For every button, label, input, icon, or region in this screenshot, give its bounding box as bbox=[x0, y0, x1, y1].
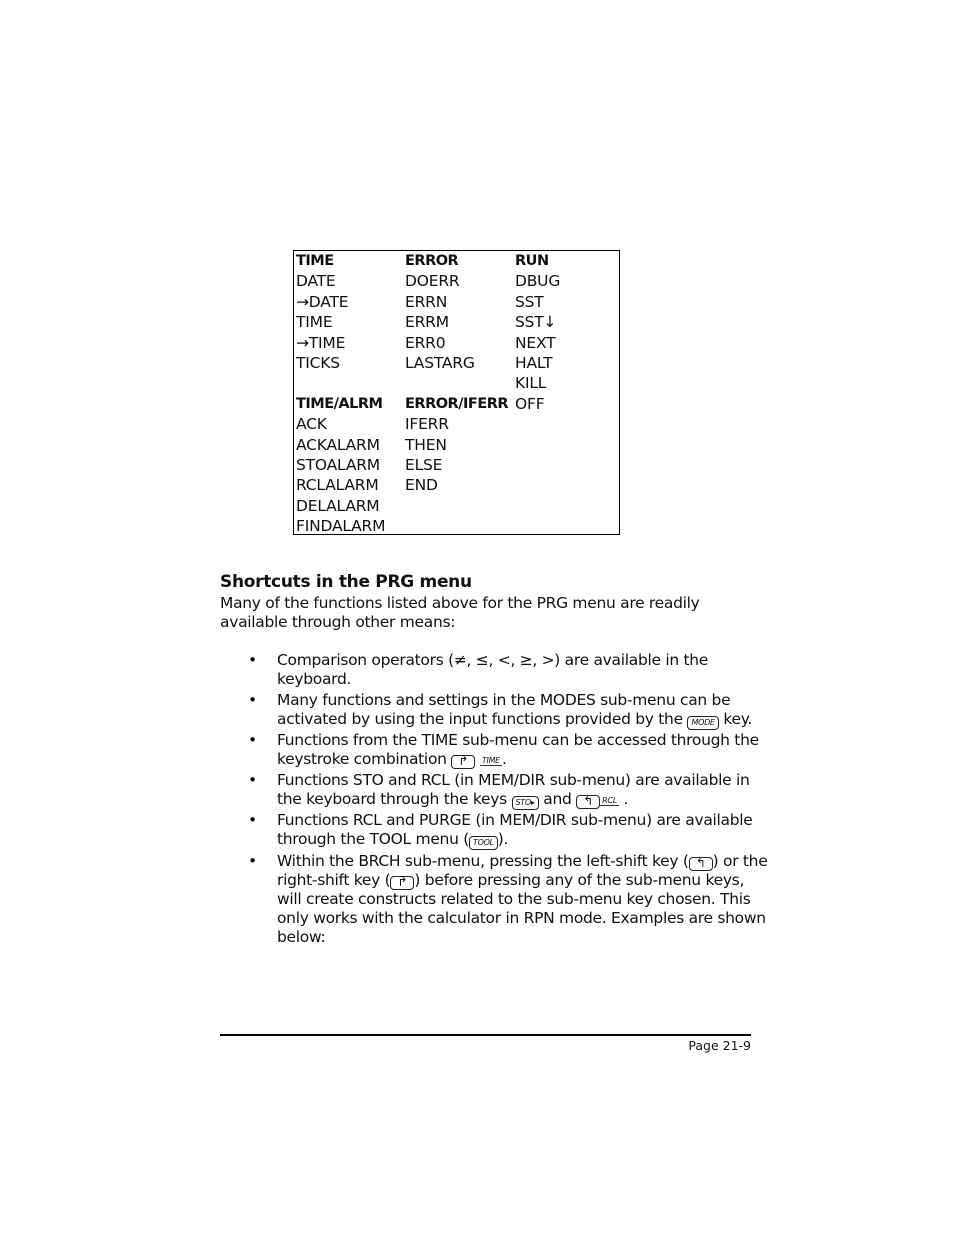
menu-command bbox=[296, 373, 385, 393]
list-item bbox=[248, 852, 768, 947]
menu-command: ERRM bbox=[405, 313, 449, 332]
menu-group-heading: ERROR bbox=[405, 253, 459, 269]
time-key-label-icon: TIME bbox=[481, 756, 500, 765]
menu-command: HALT bbox=[515, 353, 553, 372]
bullet-marker: • bbox=[248, 651, 257, 669]
bullet-marker: • bbox=[248, 770, 257, 789]
menu-group-heading: RUN bbox=[515, 253, 549, 269]
menu-command: SST↓ bbox=[515, 313, 557, 332]
mode-key-icon: MODE bbox=[687, 716, 718, 730]
list-item bbox=[248, 731, 768, 769]
menu-command: OFF bbox=[515, 394, 545, 413]
menu-column-error bbox=[405, 251, 508, 496]
menu-command: END bbox=[405, 476, 438, 495]
list-item-text: key. bbox=[723, 709, 752, 728]
list-item bbox=[248, 771, 768, 810]
menu-group-heading: TIME bbox=[296, 253, 334, 269]
list-item-text: Functions RCL and PURGE (in MEM/DIR sub-menu) are available through the TOOL menu ( bbox=[277, 811, 753, 848]
list-item-text: Within the BRCH sub-menu, pressing the left-shift key ( bbox=[277, 851, 689, 870]
menu-command: NEXT bbox=[515, 333, 556, 352]
list-item-text: . bbox=[501, 750, 507, 768]
list-item bbox=[248, 651, 768, 689]
list-item bbox=[248, 811, 768, 850]
menu-command: LASTARG bbox=[405, 353, 475, 372]
menu-command: DOERR bbox=[405, 272, 460, 291]
sto-key-icon: STO▸ bbox=[512, 796, 539, 810]
menu-command: IFERR bbox=[405, 415, 449, 434]
bullet-marker: • bbox=[248, 690, 257, 709]
prg-menu-table bbox=[293, 250, 620, 535]
menu-command: DELALARM bbox=[296, 496, 380, 515]
list-item-text: . bbox=[623, 789, 629, 808]
list-item bbox=[248, 691, 768, 730]
bullet-marker: • bbox=[248, 811, 257, 829]
menu-group-heading: ERROR/IFERR bbox=[405, 395, 509, 412]
page-number: Page 21-9 bbox=[688, 1038, 751, 1053]
menu-group-heading: TIME/ALRM bbox=[296, 395, 383, 412]
footer-rule bbox=[220, 1034, 751, 1036]
menu-column-run bbox=[515, 251, 560, 414]
list-item-text: ) or the right-shift key ( bbox=[277, 851, 768, 889]
left-shift-key-icon: ↰ bbox=[576, 795, 600, 809]
list-item-text: Many functions and settings in the MODES sub-menu can be activated by using the input functions provided by the bbox=[277, 690, 731, 728]
menu-command: →DATE bbox=[296, 292, 349, 311]
list-item-text: Functions STO and RCL (in MEM/DIR sub-menu) are available in the keyboard through the keys bbox=[277, 770, 750, 808]
list-item-text: and bbox=[543, 789, 572, 808]
right-shift-key-icon: ↱ bbox=[451, 755, 475, 769]
menu-command: FINDALARM bbox=[296, 517, 386, 536]
right-shift-key-icon: ↱ bbox=[390, 876, 414, 890]
menu-command: ELSE bbox=[405, 455, 443, 474]
menu-command: SST bbox=[515, 292, 544, 311]
menu-command: DBUG bbox=[515, 272, 561, 291]
menu-command: ERRN bbox=[405, 292, 448, 311]
menu-command: ACKALARM bbox=[296, 435, 380, 454]
menu-command: TIME bbox=[296, 313, 333, 332]
menu-command: DATE bbox=[296, 272, 336, 291]
menu-command: TICKS bbox=[296, 353, 340, 372]
menu-command: RCLALARM bbox=[296, 476, 379, 495]
tool-key-icon: TOOL bbox=[469, 836, 498, 850]
shortcut-list bbox=[248, 651, 768, 948]
menu-column-time bbox=[296, 251, 385, 536]
list-item-text: ) before pressing any of the sub-menu keys, will create constructs related to the sub-menu key chosen. This only works with the calculator in RPN mode. Examples are shown below: bbox=[277, 870, 766, 946]
intro-paragraph: Many of the functions listed above for the PRG menu are readily available through other means: bbox=[220, 594, 700, 631]
menu-command: THEN bbox=[405, 435, 447, 454]
bullet-marker: • bbox=[248, 731, 257, 749]
rcl-key-label-icon: RCL bbox=[602, 795, 617, 805]
menu-command: ERR0 bbox=[405, 333, 446, 352]
menu-command: KILL bbox=[515, 374, 547, 393]
menu-command: →TIME bbox=[296, 333, 346, 352]
list-item-text: Comparison operators (≠, ≤, <, ≥, >) are available in the keyboard. bbox=[277, 651, 709, 688]
section-title: Shortcuts in the PRG menu bbox=[220, 572, 472, 592]
bullet-marker: • bbox=[248, 851, 257, 870]
menu-command: ACK bbox=[296, 415, 327, 434]
left-shift-key-icon: ↰ bbox=[689, 857, 713, 871]
list-item-text: Functions from the TIME sub-menu can be accessed through the keystroke combination bbox=[277, 731, 759, 768]
menu-command: STOALARM bbox=[296, 455, 380, 474]
list-item-text: ). bbox=[497, 830, 509, 848]
menu-command bbox=[405, 373, 508, 393]
